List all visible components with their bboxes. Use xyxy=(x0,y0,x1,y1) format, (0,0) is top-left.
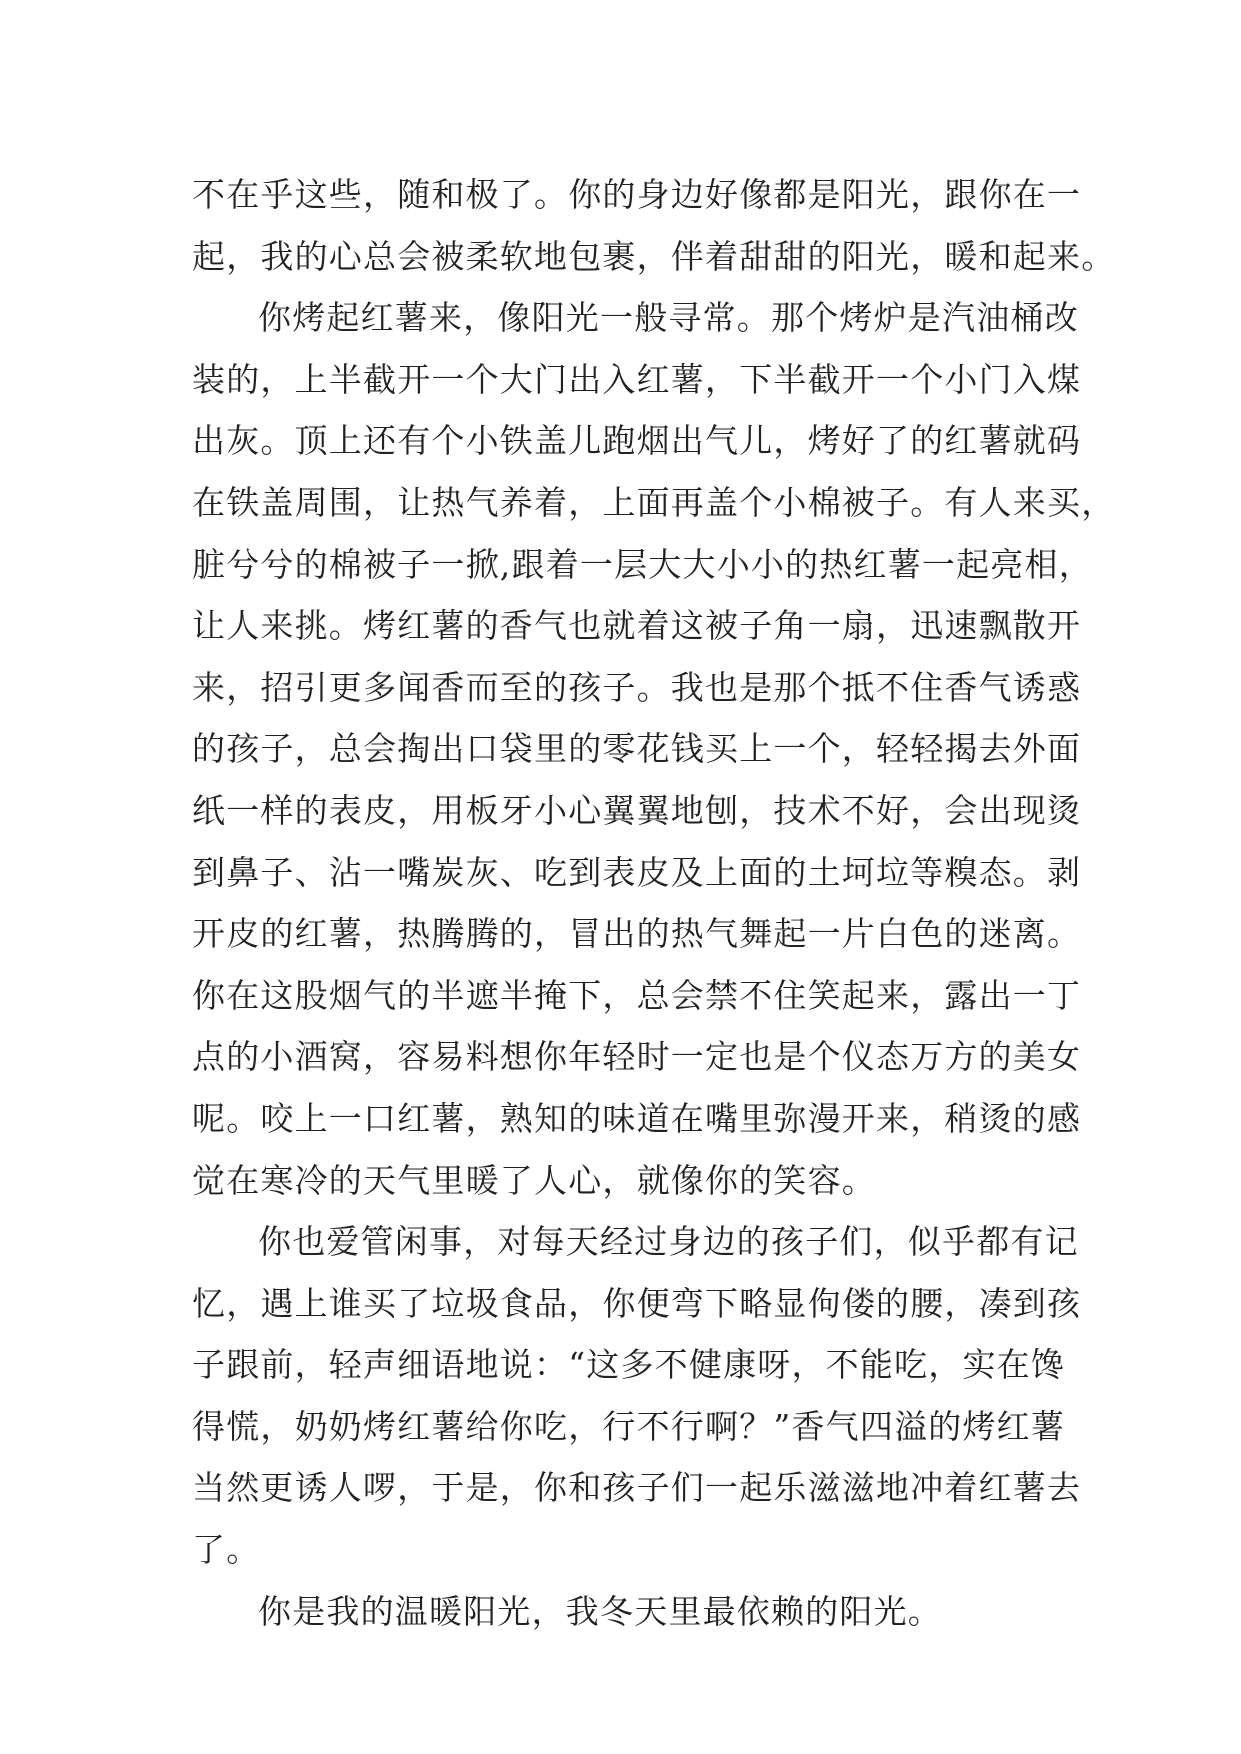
text-line: 忆，遇上谁买了垃圾食品，你便弯下略显佝偻的腰，凑到孩 xyxy=(192,1283,1082,1323)
text-line: 让人来挑。烤红薯的香气也就着这被子角一扇，迅速飘散开 xyxy=(192,606,1082,646)
text-line: 当然更诱人啰，于是，你和孩子们一起乐滋滋地冲着红薯去 xyxy=(192,1468,1082,1508)
text-line: 起，我的心总会被柔软地包裹，伴着甜甜的阳光，暖和起来。 xyxy=(192,236,1116,276)
text-line: 开皮的红薯，热腾腾的，冒出的热气舞起一片白色的迷离。 xyxy=(192,914,1082,954)
text-line: 纸一样的表皮，用板牙小心翼翼地刨，技术不好，会出现烫 xyxy=(192,790,1082,830)
text-line: 呢。咬上一口红薯，熟知的味道在嘴里弥漫开来，稍烫的感 xyxy=(192,1098,1082,1138)
text-line: 你是我的温暖阳光，我冬天里最依赖的阳光。 xyxy=(258,1591,942,1631)
text-line: 不在乎这些，随和极了。你的身边好像都是阳光，跟你在一 xyxy=(192,175,1082,214)
text-line: 在铁盖周围，让热气养着，上面再盖个小棉被子。有人来买， xyxy=(192,482,1116,522)
text-line: 了。 xyxy=(192,1530,261,1570)
text-line: 你烤起红薯来，像阳光一般寻常。那个烤炉是汽油桶改 xyxy=(258,298,1079,338)
text-line: 你也爱管闲事，对每天经过身边的孩子们，似乎都有记 xyxy=(258,1222,1079,1262)
text-line: 得慌，奶奶烤红薯给你吃，行不行啊？”香气四溢的烤红薯 xyxy=(192,1406,1066,1446)
text-line: 觉在寒冷的天气里暖了人心，就像你的笑容。 xyxy=(192,1160,876,1200)
text-line: 子跟前，轻声细语地说：“这多不健康呀，不能吃，实在馋 xyxy=(192,1345,1066,1385)
text-line: 点的小酒窝，容易料想你年轻时一定也是个仪态万方的美女 xyxy=(192,1037,1082,1077)
text-line: 脏兮兮的棉被子一掀,跟着一层大大小小的热红薯一起亮相， xyxy=(192,544,1093,584)
text-line: 的孩子，总会掏出口袋里的零花钱买上一个，轻轻揭去外面 xyxy=(192,729,1082,769)
text-line: 来，招引更多闻香而至的孩子。我也是那个抵不住香气诱惑 xyxy=(192,667,1082,707)
text-line: 到鼻子、沾一嘴炭灰、吃到表皮及上面的土坷垃等糗态。剥 xyxy=(192,852,1082,892)
text-line: 你在这股烟气的半遮半掩下，总会禁不住笑起来，露出一丁 xyxy=(192,975,1082,1015)
text-line: 出灰。顶上还有个小铁盖儿跑烟出气儿，烤好了的红薯就码 xyxy=(192,421,1082,461)
text-line: 装的，上半截开一个大门出入红薯，下半截开一个小门入煤 xyxy=(192,359,1082,399)
body-text xyxy=(192,164,1116,1642)
